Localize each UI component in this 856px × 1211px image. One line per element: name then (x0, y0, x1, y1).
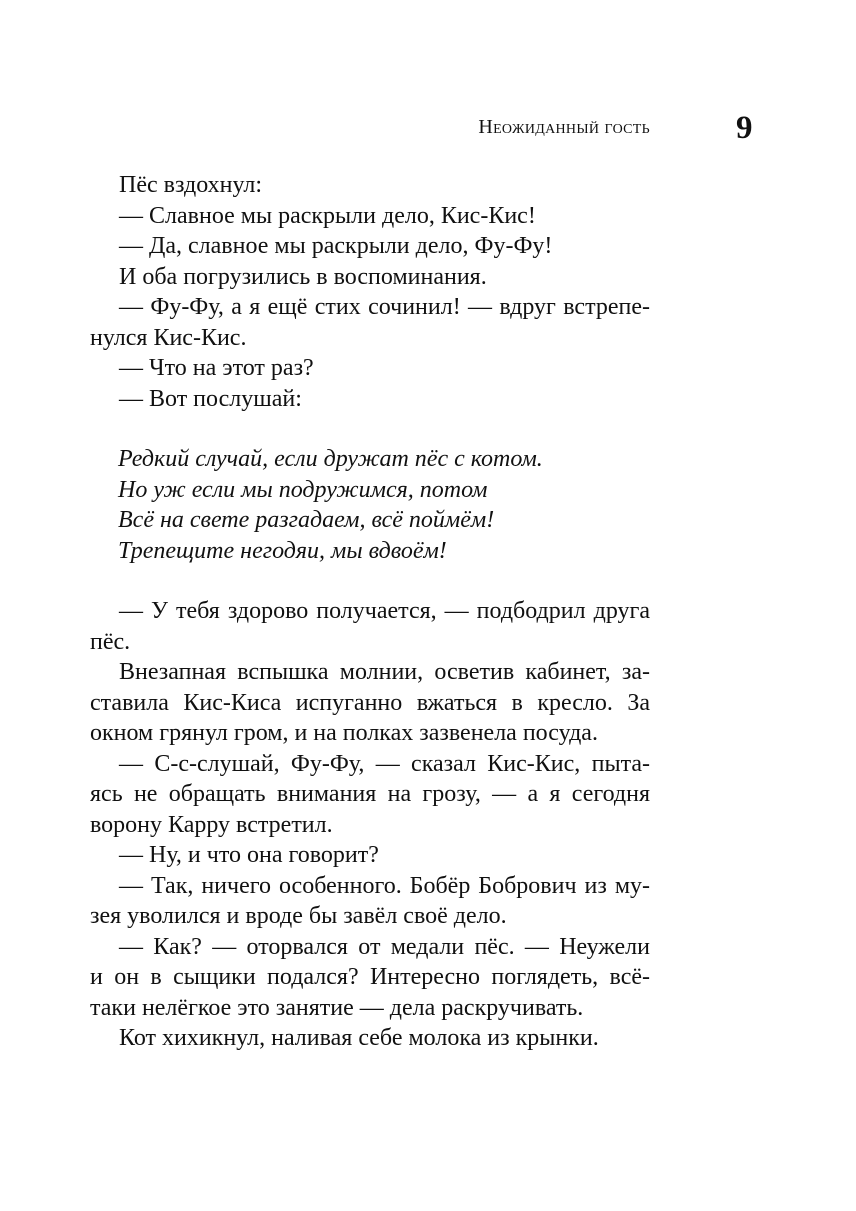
text-line: — Да, славное мы раскрыли дело, Фу-Фу! (119, 233, 553, 259)
text-line: — У тебя здорово получается, — подбодрил друга (119, 598, 650, 624)
text-line: зея уволился и вроде бы завёл своё дело. (90, 903, 507, 929)
text-line: нулся Кис-Кис. (90, 324, 247, 351)
text-line: Пёс вздохнул: (119, 172, 263, 198)
body-text (90, 170, 650, 1054)
stanza-gap (90, 414, 650, 444)
poem-line: Всё на свете разгадаем, всё поймём! (118, 507, 495, 533)
poem-line: Трепещите негодяи, мы вдвоём! (118, 537, 447, 564)
text-line: — Фу-Фу, а я ещё стих сочинил! — вдруг встрепе- (119, 294, 650, 320)
text-line: — Так, ничего особенного. Бобёр Бобрович из му- (119, 872, 650, 899)
text-line: пёс. (90, 628, 131, 655)
text-line: — Славное мы раскрыли дело, Кис-Кис! (119, 202, 536, 229)
text-line: таки нелёгкое это занятие — дела раскручивать. (90, 994, 584, 1021)
poem-line: Но уж если мы подружимся, потом (118, 476, 488, 503)
page-number: 9 (736, 110, 753, 146)
poem (90, 444, 650, 566)
text-line: окном грянул гром, и на полках зазвенела посуда. (90, 720, 598, 746)
text-line: ворону Карру встретил. (90, 811, 333, 838)
text-line: Кот хихикнул, наливая себе молока из крынки. (119, 1025, 599, 1051)
text-line: — Ну, и что она говорит? (119, 842, 379, 868)
text-line: ставила Кис-Киса испуганно вжаться в кресло. За (90, 689, 650, 716)
text-line: и он в сыщики подался? Интересно поглядеть, всё- (90, 964, 650, 990)
text-line: — Вот послушай: (119, 385, 302, 412)
text-line: — Как? — оторвался от медали пёс. — Неужели (119, 933, 650, 960)
text-line: ясь не обращать внимания на грозу, — а я сегодня (90, 781, 650, 807)
text-line: Внезапная вспышка молнии, осветив кабинет, за- (119, 659, 650, 685)
stanza-gap (90, 566, 650, 596)
running-header (0, 108, 856, 148)
text-line: — С-с-слушай, Фу-Фу, — сказал Кис-Кис, пыта- (119, 750, 650, 777)
text-line: — Что на этот раз? (119, 355, 314, 381)
running-title: Неожиданный гость (478, 116, 650, 138)
poem-line: Редкий случай, если дружат пёс с котом. (118, 446, 543, 472)
text-line: И оба погрузились в воспоминания. (119, 263, 487, 290)
